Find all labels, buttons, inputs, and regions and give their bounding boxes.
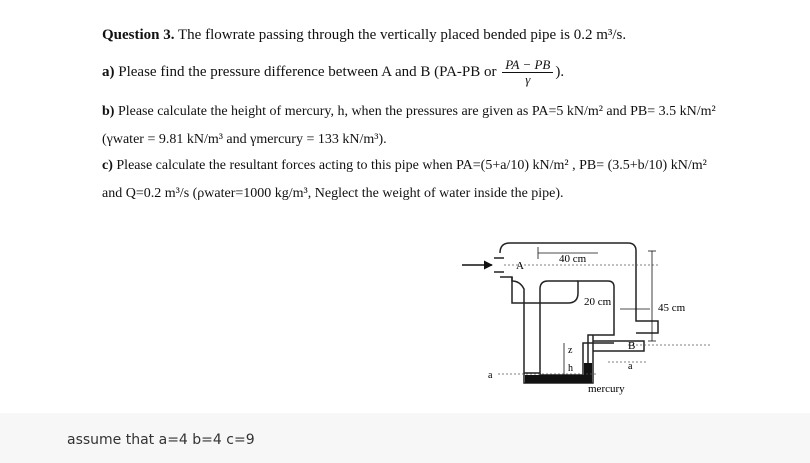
part-a-close: ).	[555, 63, 565, 80]
part-a	[102, 58, 564, 87]
manometer-left-leg	[512, 277, 578, 373]
fraction-numerator: PA − PB	[502, 58, 553, 73]
page-margin	[0, 0, 68, 413]
question-intro: The flowrate passing through the vertically placed bended pipe is 0.2 m³/s.	[178, 27, 627, 43]
part-b-text: Please calculate the height of mercury, h, when the pressures are given as PA=5 kN/m² and PB= 3.5 kN/m²	[117, 104, 716, 119]
level-a-left-label: a	[488, 370, 493, 381]
inlet-pipe	[494, 258, 504, 272]
part-c-continued: and Q=0.2 m³/s (ρwater=1000 kg/m³, Neglect the weight of water inside the pipe).	[102, 186, 564, 201]
pressure-fraction	[502, 58, 553, 87]
question-title: Question 3.	[102, 27, 175, 43]
h-label: h	[568, 363, 573, 374]
mercury-fill	[525, 375, 592, 383]
level-a-right-label: a	[628, 361, 633, 372]
mercury-fill-right	[584, 363, 592, 383]
assumption-note: assume that a=4 b=4 c=9	[67, 432, 255, 448]
dim-40-label: 40 cm	[559, 253, 587, 265]
part-b-label: b)	[102, 104, 115, 119]
mercury-label: mercury	[588, 383, 625, 395]
part-c	[102, 158, 707, 174]
dim-45-label: 45 cm	[658, 302, 686, 314]
part-a-text: Please find the pressure difference between A and B (PA-PB or	[118, 63, 497, 80]
point-A-label: A	[516, 260, 524, 272]
fraction-denominator: γ	[525, 72, 531, 87]
point-B-label: B	[628, 340, 636, 352]
part-b-constants: (γwater = 9.81 kN/m³ and γmercury = 133 kN/m³).	[102, 132, 387, 147]
part-c-label: c)	[102, 158, 113, 173]
z-label: z	[568, 345, 573, 356]
question-panel	[68, 0, 810, 413]
pipe-diagram	[68, 223, 810, 413]
part-c-text: Please calculate the resultant forces acting to this pipe when PA=(5+a/10) kN/m² , PB= (3.5+b/10) kN/m²	[116, 158, 707, 173]
dim-20-label: 20 cm	[584, 296, 612, 308]
question-heading	[102, 27, 626, 44]
part-a-label: a)	[102, 63, 115, 80]
part-b	[102, 104, 716, 120]
